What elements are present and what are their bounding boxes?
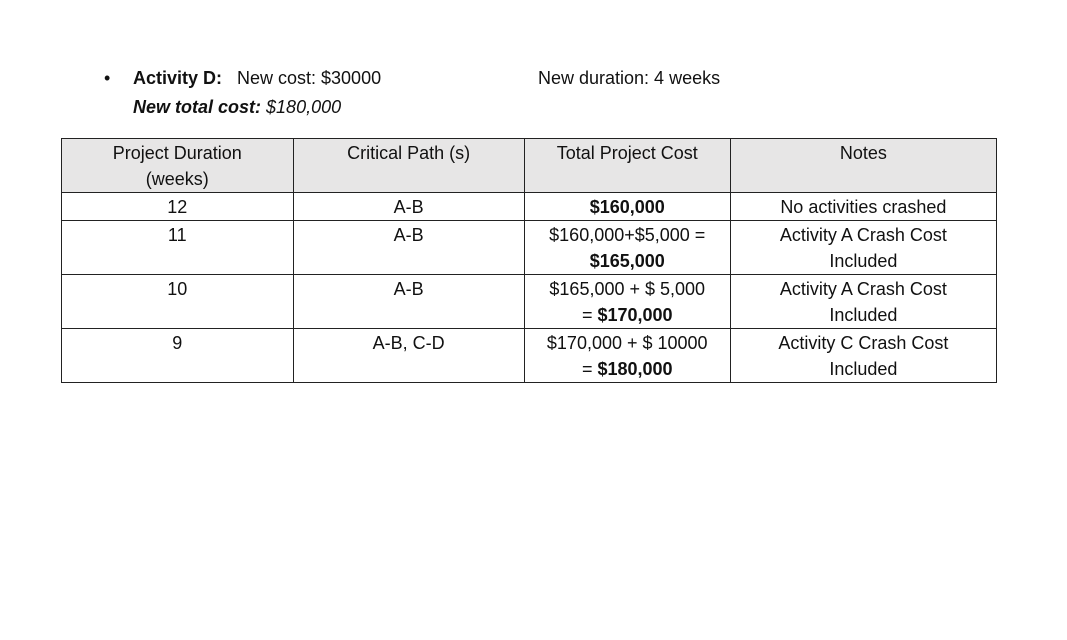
duration-cell: 11 xyxy=(62,221,294,275)
notes-line1: Activity A Crash Cost xyxy=(779,225,947,245)
total-cost-formula: $170,000 + $ 10000 xyxy=(546,333,708,353)
header-duration-line1: Project Duration xyxy=(112,143,242,163)
critical-path-cell: A-B xyxy=(293,221,524,275)
activity-label: Activity D: xyxy=(133,68,223,88)
total-cost-result: $180,000 xyxy=(597,359,673,379)
total-cost-formula: $160,000+$5,000 = xyxy=(549,225,706,245)
total-cost-result: $170,000 xyxy=(597,305,673,325)
notes-cell xyxy=(730,221,996,275)
critical-path-cell: A-B xyxy=(293,275,524,329)
header-project-duration xyxy=(62,139,294,193)
notes-line1: Activity C Crash Cost xyxy=(778,333,949,353)
total-cost-result-line xyxy=(531,356,724,382)
new-cost-text: New cost: $30000 xyxy=(237,68,382,88)
crash-cost-table xyxy=(61,138,997,383)
total-cost-formula: $165,000 + $ 5,000 xyxy=(549,279,706,299)
duration-cell: 12 xyxy=(62,193,294,221)
total-cost-result: $160,000 xyxy=(589,197,665,217)
table-row xyxy=(62,275,997,329)
new-duration-text: New duration: 4 weeks xyxy=(538,68,721,88)
header-critical-path: Critical Path (s) xyxy=(293,139,524,193)
notes-line1: Activity A Crash Cost xyxy=(779,279,947,299)
header-total-cost: Total Project Cost xyxy=(524,139,730,193)
duration-cell: 9 xyxy=(62,329,294,383)
bullet-icon: • xyxy=(104,68,111,88)
total-cost-cell xyxy=(524,221,730,275)
total-cost-cell xyxy=(524,193,730,221)
table-row xyxy=(62,193,997,221)
table-row xyxy=(62,221,997,275)
header-notes: Notes xyxy=(730,139,996,193)
new-total-cost-value: $180,000 xyxy=(266,97,342,117)
equals-sign: = xyxy=(581,305,598,325)
critical-path-cell: A-B xyxy=(293,193,524,221)
total-cost-result: $165,000 xyxy=(589,251,665,271)
notes-line2: Included xyxy=(829,359,898,379)
equals-sign: = xyxy=(581,359,598,379)
table-row xyxy=(62,329,997,383)
notes-cell xyxy=(730,329,996,383)
total-cost-cell xyxy=(524,329,730,383)
total-cost-cell xyxy=(524,275,730,329)
notes-cell: No activities crashed xyxy=(730,193,996,221)
total-cost-result-line xyxy=(531,302,724,328)
table-header-row xyxy=(62,139,997,193)
duration-cell: 10 xyxy=(62,275,294,329)
new-total-cost-line xyxy=(133,95,341,119)
new-total-cost-label: New total cost: xyxy=(133,97,262,117)
notes-line2: Included xyxy=(829,251,898,271)
notes-line2: Included xyxy=(829,305,898,325)
critical-path-cell: A-B, C-D xyxy=(293,329,524,383)
header-duration-line2: (weeks) xyxy=(145,169,209,189)
notes-cell xyxy=(730,275,996,329)
